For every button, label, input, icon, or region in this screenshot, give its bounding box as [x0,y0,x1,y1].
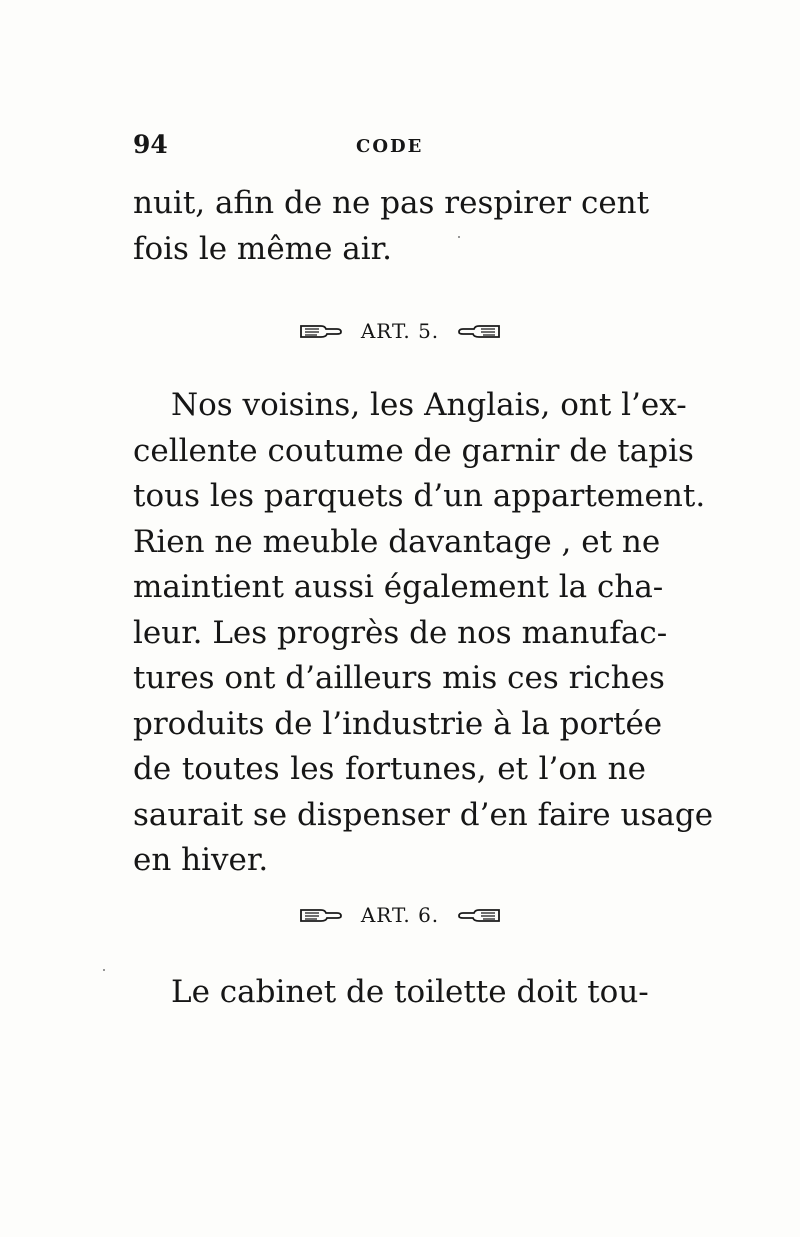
text-line: Rien ne meuble davantage , et ne [133,523,661,560]
text-line: en hiver. [133,842,269,878]
pointing-hand-right-icon [299,905,345,925]
text-line: Nos voisins, les Anglais, ont l’ex- [171,387,687,423]
text-line: de toutes les fortunes, et l’on ne [133,751,646,787]
article-paragraph [133,970,649,1016]
text-line: cellente coutume de garnir de tapis [133,432,694,469]
text-line: produits de l’industrie à la portée [133,705,663,742]
pointing-hand-left-icon [455,905,501,925]
article-label: ART. 6. [360,902,440,927]
article-paragraph [133,383,714,884]
article-heading [0,901,800,927]
pointing-hand-right-icon [299,321,345,341]
text-line: maintient aussi également la cha- [133,569,664,605]
text-line: leur. Les progrès de nos manufac- [133,614,668,651]
running-head: CODE [356,136,424,157]
text-line: fois le même air. [133,230,392,267]
text-line: Le cabinet de toilette doit tou- [171,974,649,1010]
paper-speck [458,236,460,238]
page-header [133,130,643,170]
article-heading [0,317,800,343]
text-line: tures ont d’ailleurs mis ces riches [133,660,665,696]
continuation-paragraph [133,181,650,272]
text-line: saurait se dispenser d’en faire usage [133,796,714,833]
pointing-hand-left-icon [455,321,501,341]
page-number: 94 [133,130,168,159]
article-label: ART. 5. [360,318,440,343]
text-line: nuit, afin de ne pas respirer cent [133,185,650,221]
text-line: tous les parquets d’un appartement. [133,478,706,514]
paper-speck [103,969,105,971]
